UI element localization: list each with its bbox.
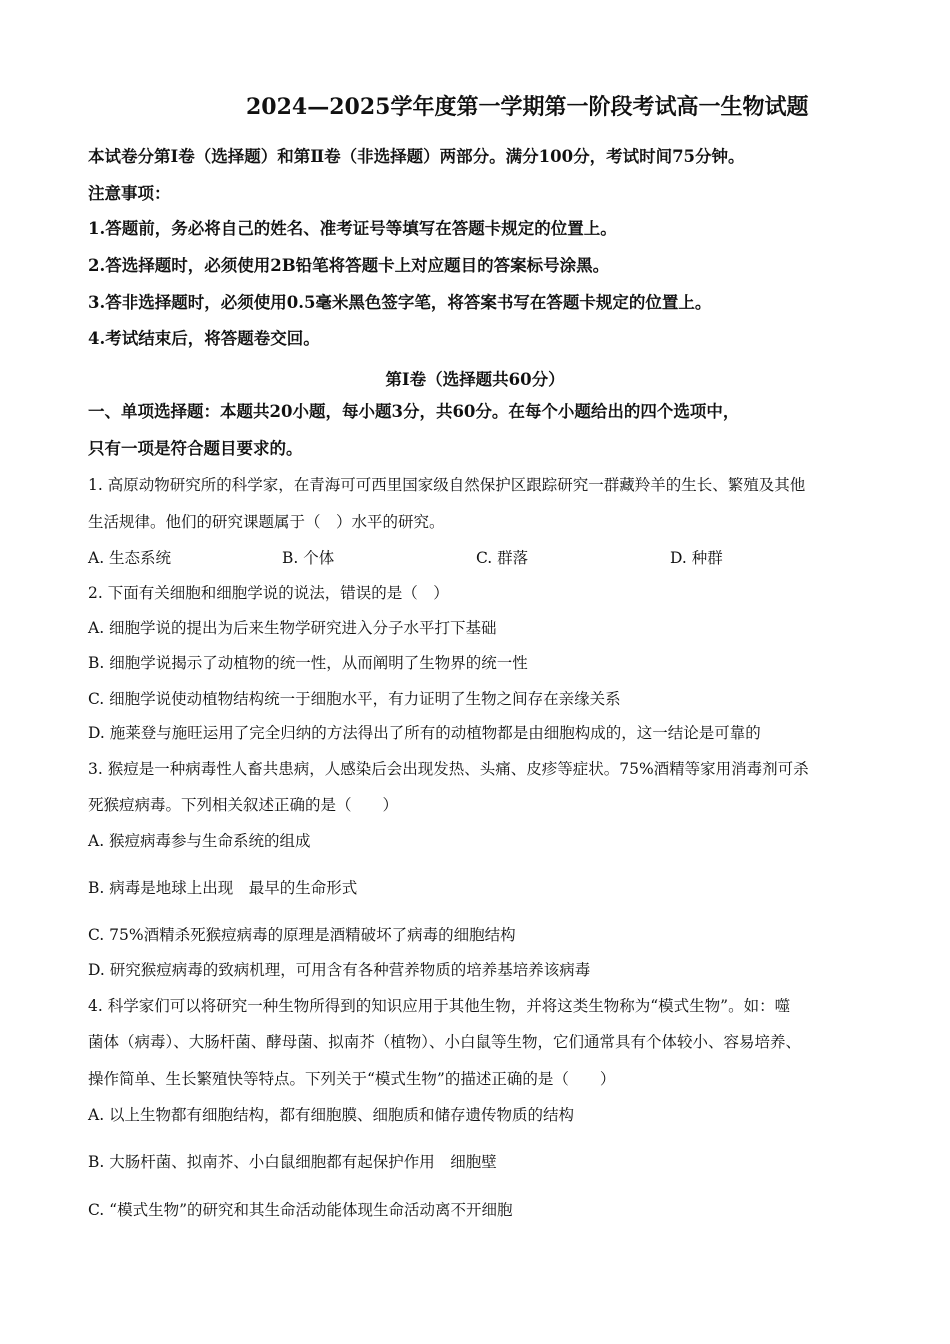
note-item: 3.答非选择题时，必须使用0.5毫米黑色签字笔，将答案书写在答题卡规定的位置上。 bbox=[88, 293, 712, 312]
exam-title: 2024—2025学年度第一学期第一阶段考试高一生物试题 bbox=[246, 94, 809, 120]
q4-stem-line2: 菌体（病毒）、大肠杆菌、酵母菌、拟南芥（植物）、小白鼠等生物，它们通常具有个体较小、容易培养、 bbox=[88, 1033, 802, 1051]
note-item: 4.考试结束后，将答题卷交回。 bbox=[88, 329, 320, 348]
q2-option-a: A. 细胞学说的提出为后来生物学研究进入分子水平打下基础 bbox=[88, 619, 497, 637]
q4-option-b: B. 大肠杆菌、拟南芥、小白鼠细胞都有起保护作用 细胞壁 bbox=[88, 1153, 497, 1171]
q4-option-a: A. 以上生物都有细胞结构，都有细胞膜、细胞质和储存遗传物质的结构 bbox=[88, 1106, 575, 1124]
q4-option-c: C. “模式生物”的研究和其生命活动能体现生命活动离不开细胞 bbox=[88, 1201, 513, 1219]
q4-stem-line1: 4. 科学家们可以将研究一种生物所得到的知识应用于其他生物，并将这类生物称为“模式生物”。如：噬 bbox=[88, 997, 791, 1015]
q3-stem-line2: 死猴痘病毒。下列相关叙述正确的是（ ） bbox=[88, 796, 399, 814]
q1-option-d: D. 种群 bbox=[670, 549, 723, 567]
exam-intro: 本试卷分第Ⅰ卷（选择题）和第Ⅱ卷（非选择题）两部分。满分100分，考试时间75分钟。 bbox=[88, 147, 745, 166]
q2-stem: 2. 下面有关细胞和细胞学说的说法，错误的是（ ） bbox=[88, 584, 449, 602]
q1-option-c: C. 群落 bbox=[476, 549, 529, 567]
q3-stem-line1: 3. 猴痘是一种病毒性人畜共患病，人感染后会出现发热、头痛、皮疹等症状。75%酒精等家用消毒剂可杀 bbox=[88, 760, 809, 778]
q3-option-b: B. 病毒是地球上出现 最早的生命形式 bbox=[88, 879, 358, 897]
q3-option-c: C. 75%酒精杀死猴痘病毒的原理是酒精破坏了病毒的细胞结构 bbox=[88, 926, 516, 944]
part-heading-line2: 只有一项是符合题目要求的。 bbox=[88, 439, 303, 458]
q3-option-a: A. 猴痘病毒参与生命系统的组成 bbox=[88, 832, 311, 850]
note-item: 1.答题前，务必将自己的姓名、准考证号等填写在答题卡规定的位置上。 bbox=[88, 219, 617, 238]
q2-option-d: D. 施莱登与施旺运用了完全归纳的方法得出了所有的动植物都是由细胞构成的，这一结论是可靠的 bbox=[88, 724, 761, 742]
q2-option-c: C. 细胞学说使动植物结构统一于细胞水平，有力证明了生物之间存在亲缘关系 bbox=[88, 690, 621, 708]
part-heading-line1: 一、单项选择题：本题共20小题，每小题3分，共60分。在每个小题给出的四个选项中， bbox=[88, 402, 740, 421]
notes-heading: 注意事项： bbox=[88, 184, 171, 203]
q1-option-b: B. 个体 bbox=[282, 549, 335, 567]
q3-option-d: D. 研究猴痘病毒的致病机理，可用含有各种营养物质的培养基培养该病毒 bbox=[88, 961, 591, 979]
q4-stem-line3: 操作简单、生长繁殖快等特点。下列关于“模式生物”的描述正确的是（ ） bbox=[88, 1070, 616, 1088]
section-title: 第Ⅰ卷（选择题共60分） bbox=[385, 370, 565, 389]
q2-option-b: B. 细胞学说揭示了动植物的统一性，从而阐明了生物界的统一性 bbox=[88, 654, 528, 672]
q1-stem-line2: 生活规律。他们的研究课题属于（ ）水平的研究。 bbox=[88, 513, 445, 531]
q1-stem-line1: 1. 高原动物研究所的科学家，在青海可可西里国家级自然保护区跟踪研究一群藏羚羊的生长、繁殖及其他 bbox=[88, 476, 806, 494]
q1-option-a: A. 生态系统 bbox=[88, 549, 172, 567]
note-item: 2.答选择题时，必须使用2B铅笔将答题卡上对应题目的答案标号涂黑。 bbox=[88, 256, 610, 275]
